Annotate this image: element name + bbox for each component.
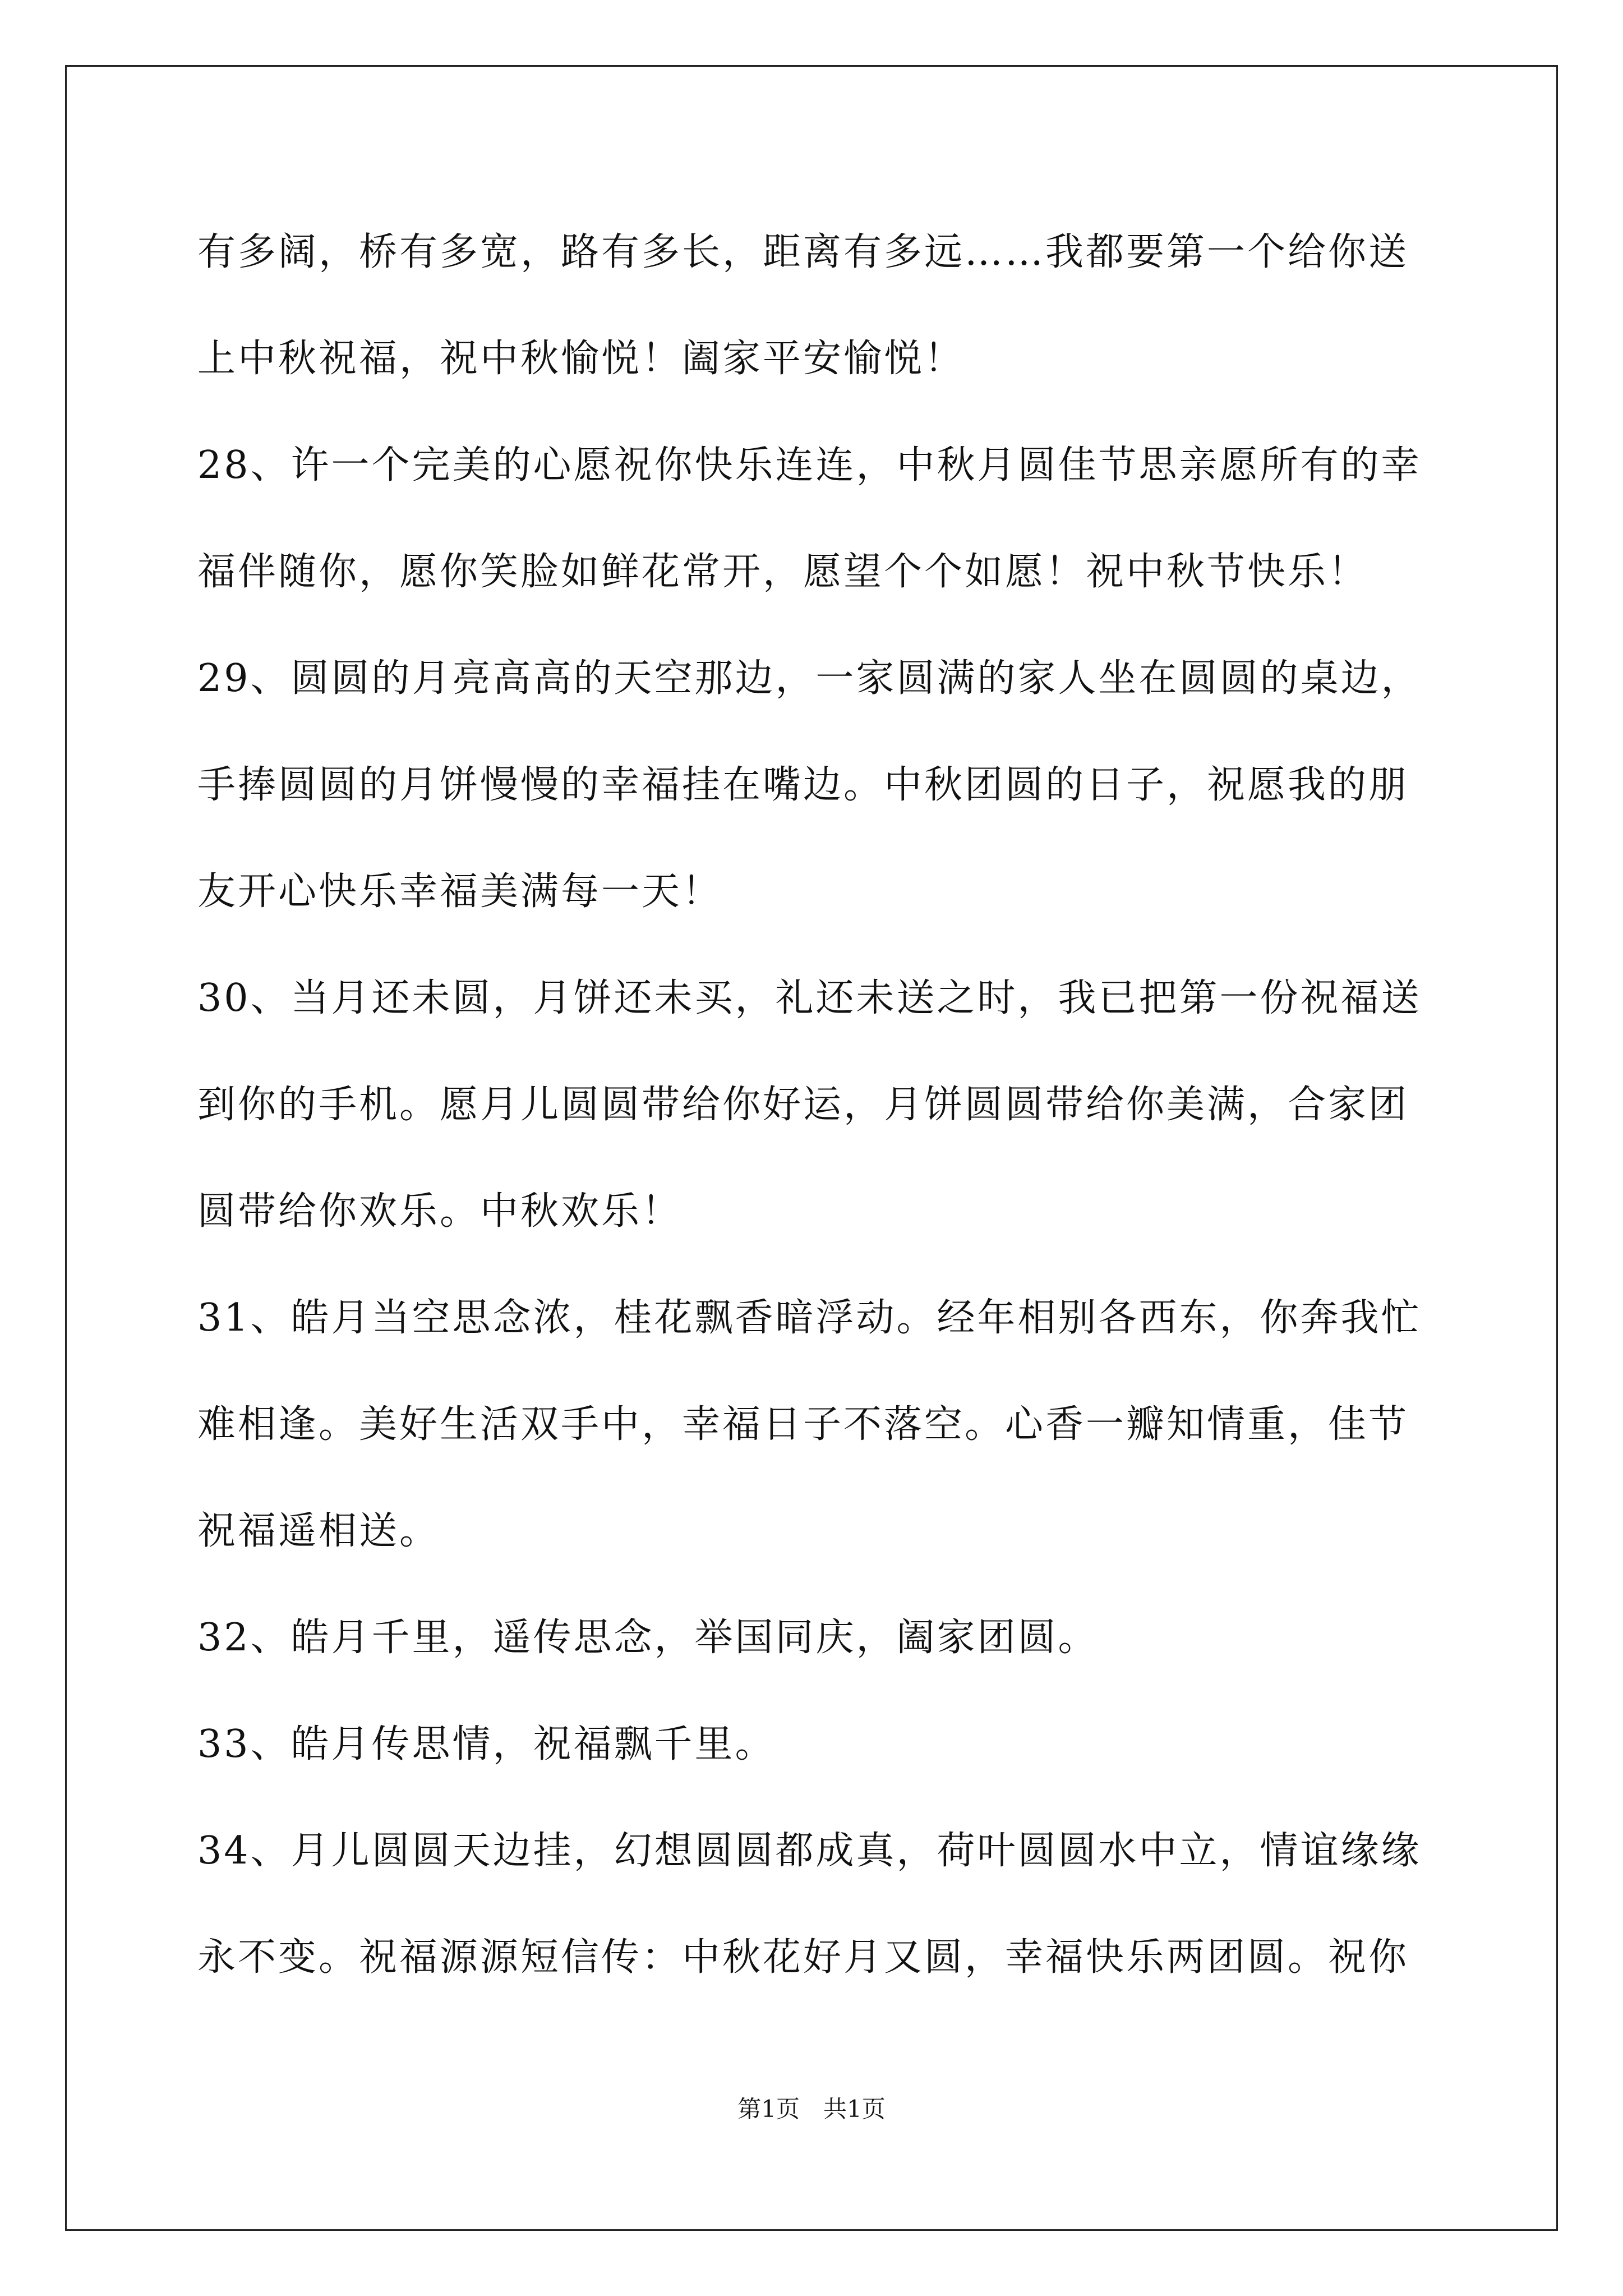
- text-line: 31、皓月当空思念浓，桂花飘香暗浮动。经年相别各西东，你奔我忙: [197, 1296, 1422, 1340]
- text-line: 34、月儿圆圆天边挂，幻想圆圆都成真，荷叶圆圆水中立，情谊缘缘: [197, 1829, 1422, 1873]
- text-line: 手捧圆圆的月饼慢慢的幸福挂在嘴边。中秋团圆的日子，祝愿我的朋: [197, 763, 1409, 807]
- text-line: 到你的手机。愿月儿圆圆带给你好运，月饼圆圆带给你美满，合家团: [197, 1083, 1409, 1127]
- text-line: 有多阔，桥有多宽，路有多长，距离有多远……我都要第一个给你送: [197, 230, 1409, 274]
- text-line: 永不变。祝福源源短信传：中秋花好月又圆，幸福快乐两团圆。祝你: [197, 1935, 1409, 1980]
- page-footer: 第1页 共1页: [737, 2095, 886, 2123]
- text-line: 33、皓月传思情，祝福飘千里。: [197, 1722, 776, 1766]
- document-body: [197, 219, 1431, 2031]
- text-line: 30、当月还未圆，月饼还未买，礼还未送之时，我已把第一份祝福送: [197, 976, 1422, 1020]
- text-line: 难相逢。美好生活双手中，幸福日子不落空。心香一瓣知情重，佳节: [197, 1402, 1409, 1447]
- text-line: 上中秋祝福，祝中秋愉悦！阖家平安愉悦！: [197, 337, 965, 381]
- text-line: 圆带给你欢乐。中秋欢乐！: [197, 1189, 683, 1234]
- text-line: 福伴随你，愿你笑脸如鲜花常开，愿望个个如愿！祝中秋节快乐！: [197, 550, 1369, 594]
- text-line: 32、皓月千里，遥传思念，举国同庆，阖家团圆。: [197, 1616, 1099, 1660]
- text-line: 祝福遥相送。: [197, 1509, 440, 1553]
- text-line: 29、圆圆的月亮高高的天空那边，一家圆满的家人坐在圆圆的桌边，: [197, 656, 1422, 701]
- text-line: 28、许一个完美的心愿祝你快乐连连，中秋月圆佳节思亲愿所有的幸: [197, 443, 1422, 487]
- text-line: 友开心快乐幸福美满每一天！: [197, 869, 723, 914]
